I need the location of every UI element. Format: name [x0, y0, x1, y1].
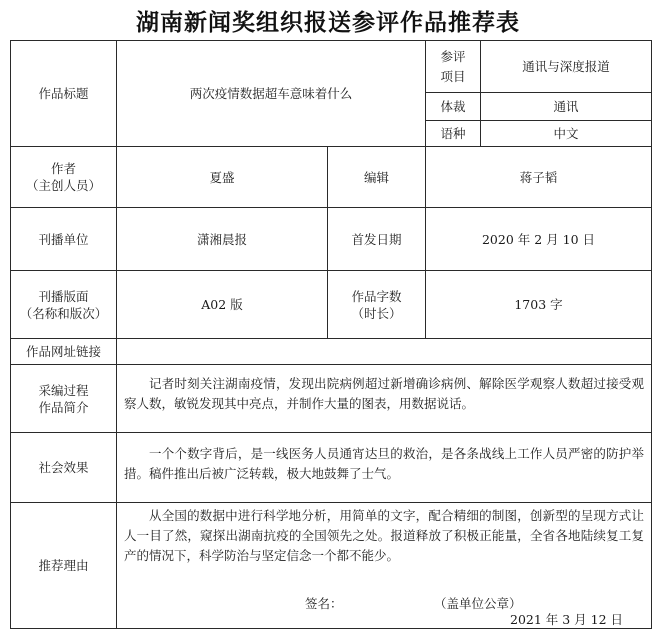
genre-label: 体裁: [440, 99, 466, 114]
signature-label: 签名：: [305, 595, 343, 611]
reason-label: 推荐理由: [38, 558, 89, 573]
sign-date: 2021 年 3 月 12 日: [510, 611, 624, 627]
work-title-value: 两次疫情数据超车意味着什么: [189, 86, 353, 101]
page-title: 湖南新闻奖组织报送参评作品推荐表: [136, 10, 520, 36]
publisher-value: 潇湘晨报: [196, 231, 247, 247]
reason-text: 从全国的数据中进行科学地分析，用简单的文字，配合精细的制图，创新型的呈现方式让人一目了然，窥探出湖南抗疫的全国领先之处。报道释放了积极正能量，全省各地陆续复工复产的情况下，科学防治与坚定信念一个都不能少。: [124, 508, 644, 563]
author-label-line1: 作者: [50, 161, 76, 176]
genre-value: 通讯: [553, 99, 579, 114]
category-label-text: 参评项目: [440, 48, 466, 84]
language-value: 中文: [553, 126, 579, 141]
author-value: 夏盛: [209, 169, 235, 185]
table-border-right: [651, 40, 652, 629]
word-count-label: [328, 271, 425, 338]
author-label: [11, 147, 116, 207]
process-text: 记者时刻关注湖南疫情，发现出院病例超过新增确诊病例、解除医学观察人数超过接受观察人数，敏锐发现其中亮点，并制作大量的图表，用数据说话。: [124, 376, 644, 411]
url-value: [117, 339, 651, 364]
seal-label: （盖单位公章）: [434, 595, 522, 611]
first-date-label: 首发日期: [351, 231, 402, 247]
process-label: [11, 365, 116, 432]
word-count-label-line2: （时长）: [351, 305, 402, 321]
publisher-label: 刊播单位: [38, 231, 89, 247]
url-label: 作品网址链接: [25, 344, 101, 359]
work-title-label: 作品标题: [38, 86, 89, 101]
word-count-label-line1: 作品字数: [351, 288, 402, 304]
category-label: [426, 41, 480, 92]
language-label: 语种: [440, 126, 466, 141]
editor-label: 编辑: [363, 169, 389, 185]
layout-label-line1: 刊播版面: [38, 288, 89, 304]
effect-text: 一个个数字背后，是一线医务人员通宵达旦的救治，是各条战线上工作人员严密的防护举措。稿件推出后被广泛转载，极大地鼓舞了士气。: [124, 446, 644, 481]
editor-value: 蒋子韬: [519, 169, 558, 185]
layout-value: A02 版: [201, 297, 243, 312]
word-count-value: 1703 字: [514, 297, 563, 312]
author-label-line2: （主创人员）: [25, 178, 101, 193]
layout-label-line2: （名称和版次）: [19, 305, 108, 321]
table-border-bottom: [10, 628, 652, 629]
process-label-line1: 采编过程: [38, 382, 89, 398]
layout-label: [11, 271, 116, 338]
process-label-line2: 作品简介: [38, 399, 89, 415]
effect-label: 社会效果: [38, 460, 89, 475]
category-value: 通讯与深度报道: [522, 59, 610, 74]
first-date-value: 2020 年 2 月 10 日: [481, 231, 596, 247]
